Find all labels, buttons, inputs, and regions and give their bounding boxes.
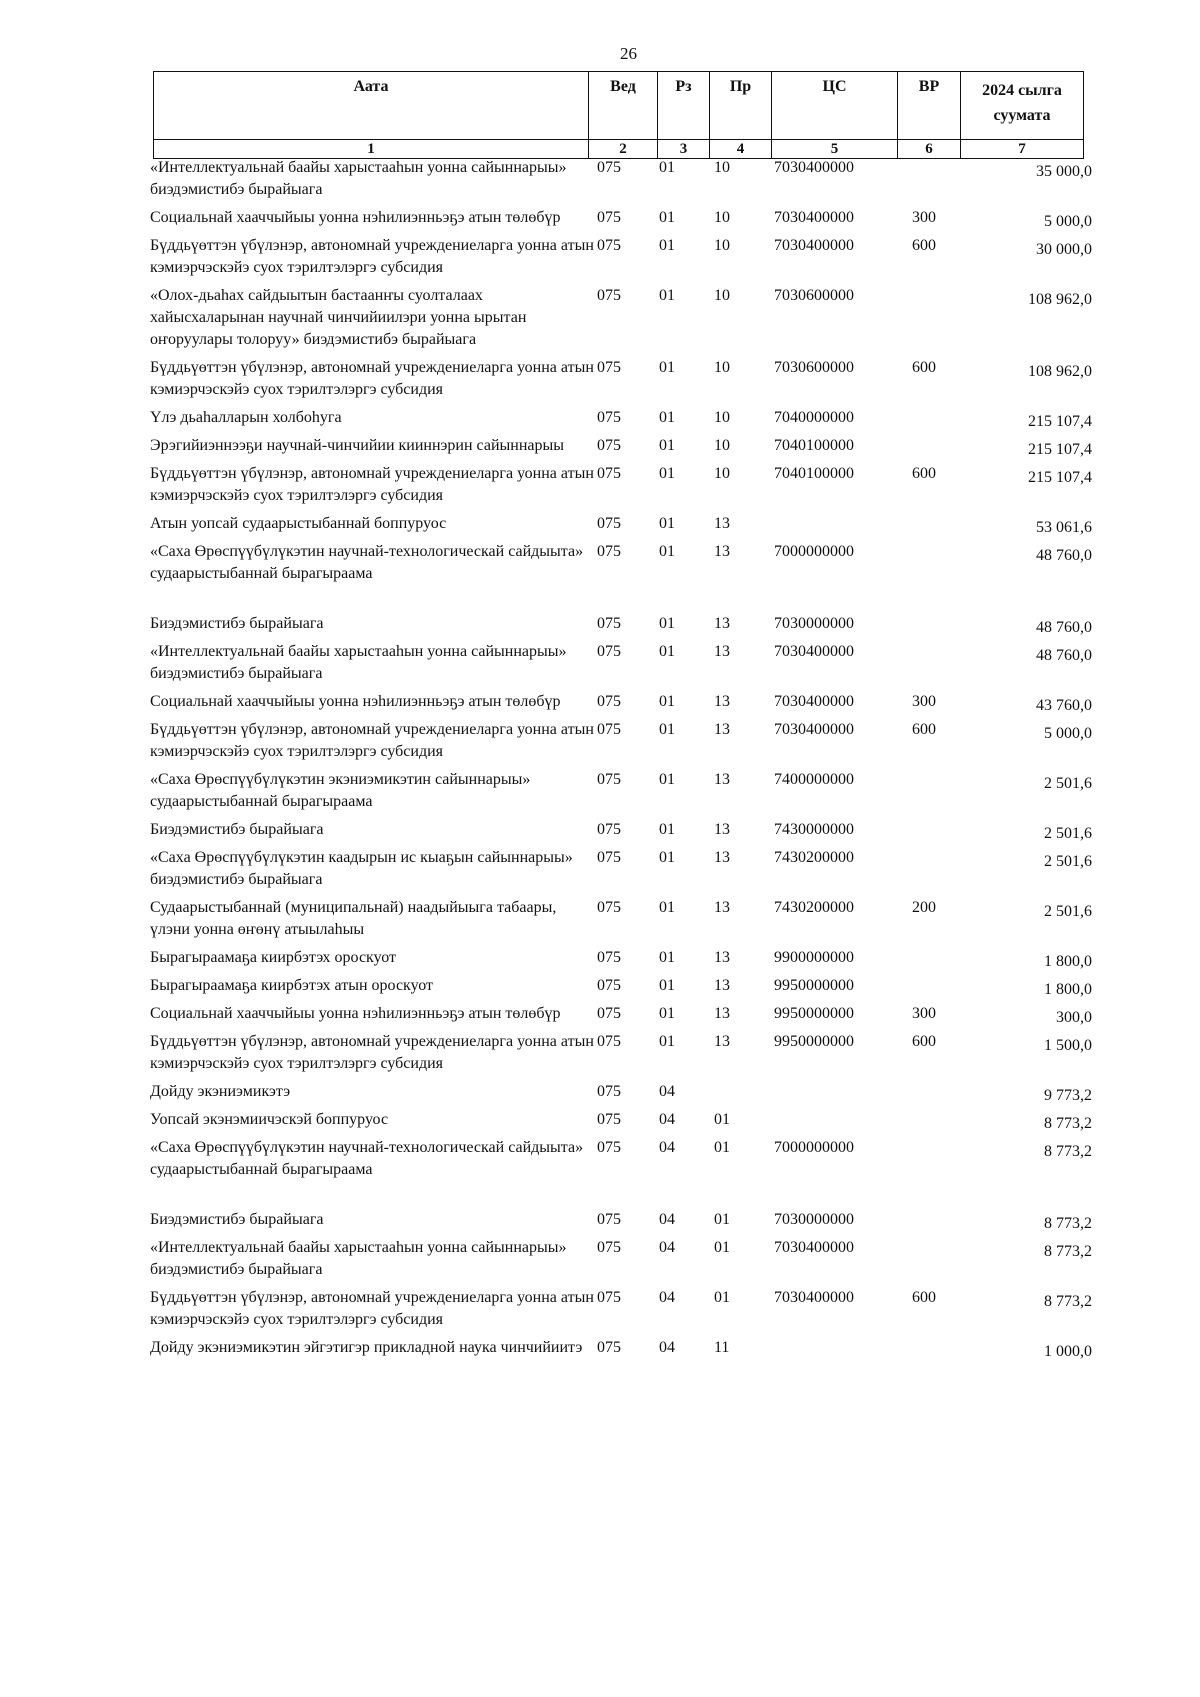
row-amount: 8 773,2 — [1044, 1243, 1092, 1260]
row-ved: 075 — [597, 1033, 621, 1050]
row-name: Атын уопсай судаарыстыбаннай боппуруос — [150, 515, 447, 532]
table-row — [150, 691, 1092, 719]
row-ved: 075 — [597, 1211, 621, 1228]
row-cs: 7030000000 — [774, 615, 854, 632]
row-ved: 075 — [597, 899, 621, 916]
row-cs: 7000000000 — [774, 543, 854, 560]
row-amount: 5 000,0 — [1044, 213, 1092, 230]
row-name: Эрэгийиэннээҕи научнай-чинчийии кииннэрин сайыннарыы — [150, 437, 564, 454]
row-pr: 01 — [714, 1139, 730, 1156]
row-amount: 215 107,4 — [1028, 469, 1092, 486]
table-row — [150, 1031, 1092, 1081]
row-ved: 075 — [597, 949, 621, 966]
row-vr — [912, 513, 980, 541]
row-amount: 8 773,2 — [1044, 1215, 1092, 1232]
row-rz: 01 — [659, 1005, 675, 1022]
row-amount: 108 962,0 — [1028, 291, 1092, 308]
row-amount: 48 760,0 — [1036, 619, 1092, 636]
row-name: Социальнай хааччыйыы уонна нэһилиэнньэҕэ атын төлөбүр — [150, 1005, 561, 1022]
row-name: Социальнай хааччыйыы уонна нэһилиэнньэҕэ атын төлөбүр — [150, 209, 561, 226]
table-header — [153, 71, 1084, 159]
row-vr — [912, 541, 980, 613]
row-amount: 2 501,6 — [1044, 903, 1092, 920]
row-pr: 13 — [714, 949, 730, 966]
row-pr: 01 — [714, 1211, 730, 1228]
header-number: 4 — [710, 140, 772, 159]
header-pr: Пр — [710, 72, 772, 140]
row-rz: 01 — [659, 209, 675, 226]
table-row — [150, 541, 1092, 613]
header-ved: Вед — [589, 72, 658, 140]
row-amount: 1 800,0 — [1044, 953, 1092, 970]
row-rz: 04 — [659, 1111, 675, 1128]
row-cs: 7030600000 — [774, 287, 854, 304]
row-vr — [912, 435, 980, 463]
row-pr: 13 — [714, 615, 730, 632]
row-cs: 7030400000 — [774, 1289, 854, 1306]
table-row — [150, 819, 1092, 847]
row-cs: 7040100000 — [774, 465, 854, 482]
row-cs: 7040000000 — [774, 409, 854, 426]
row-rz: 01 — [659, 771, 675, 788]
row-rz: 01 — [659, 899, 675, 916]
row-vr: 600 — [912, 465, 936, 482]
header-number: 2 — [589, 140, 658, 159]
table-row — [150, 1109, 1092, 1137]
table-row — [150, 1209, 1092, 1237]
row-amount: 2 501,6 — [1044, 775, 1092, 792]
row-cs: 7030400000 — [774, 237, 854, 254]
row-name: Судаарыстыбаннай (муниципальнай) наадыйыыга табаары, үлэни уонна өҥөнү атыылаһыы — [150, 899, 557, 938]
header-cs: ЦС — [772, 72, 898, 140]
table-row — [150, 1287, 1092, 1337]
header-rz: Рз — [658, 72, 710, 140]
table-row — [150, 975, 1092, 1003]
row-rz: 01 — [659, 465, 675, 482]
header-number: 5 — [772, 140, 898, 159]
table-row — [150, 1137, 1092, 1209]
row-pr: 01 — [714, 1239, 730, 1256]
row-amount: 30 000,0 — [1036, 241, 1092, 258]
row-amount: 48 760,0 — [1036, 547, 1092, 564]
row-pr: 13 — [714, 693, 730, 710]
row-vr — [912, 1237, 980, 1287]
row-cs — [774, 513, 912, 541]
row-rz: 01 — [659, 693, 675, 710]
row-pr: 11 — [714, 1339, 730, 1356]
row-name: Биэдэмистибэ бырайыага — [150, 821, 324, 838]
row-ved: 075 — [597, 543, 621, 560]
row-ved: 075 — [597, 821, 621, 838]
row-vr — [912, 1081, 980, 1109]
row-pr: 13 — [714, 1033, 730, 1050]
row-name: «Интеллектуальнай баайы харыстааһын уонна сайыннарыы» биэдэмистибэ бырайыага — [150, 159, 567, 198]
row-name: Бүддьүөттэн үбүлэнэр, автономнай учреждениеларга уонна атын кэмиэрчэскэйэ суох тэрилтэлэргэ субсидия — [150, 465, 594, 504]
row-rz: 01 — [659, 615, 675, 632]
row-pr: 10 — [714, 437, 730, 454]
row-pr: 10 — [714, 209, 730, 226]
table-row — [150, 357, 1092, 407]
row-vr: 600 — [912, 237, 936, 254]
table-row — [150, 207, 1092, 235]
row-pr: 10 — [714, 237, 730, 254]
row-name: Дойду экэниэмикэтин эйгэтигэр прикладной наука чинчийиитэ — [150, 1339, 583, 1356]
row-name: «Интеллектуальнай баайы харыстааһын уонна сайыннарыы» биэдэмистибэ бырайыага — [150, 643, 567, 682]
row-cs: 7430000000 — [774, 821, 854, 838]
row-amount: 2 501,6 — [1044, 825, 1092, 842]
table-row — [150, 1237, 1092, 1287]
header-number: 1 — [154, 140, 589, 159]
row-rz: 01 — [659, 543, 675, 560]
row-name: «Саха Өрөспүүбүлүкэтин каадырын ис кыаҕын сайыннарыы» биэдэмистибэ бырайыага — [150, 849, 573, 888]
row-pr: 13 — [714, 643, 730, 660]
row-vr — [912, 1137, 980, 1209]
table-row — [150, 1003, 1092, 1031]
row-pr: 13 — [714, 771, 730, 788]
row-amount: 215 107,4 — [1028, 441, 1092, 458]
budget-table-body — [150, 157, 1092, 1365]
row-ved: 075 — [597, 1239, 621, 1256]
row-vr: 600 — [912, 721, 936, 738]
header-number: 6 — [898, 140, 961, 159]
row-ved: 075 — [597, 1005, 621, 1022]
row-rz: 01 — [659, 515, 675, 532]
row-ved: 075 — [597, 977, 621, 994]
row-ved: 075 — [597, 515, 621, 532]
row-vr — [912, 975, 980, 1003]
row-cs — [774, 1337, 912, 1365]
budget-table — [150, 157, 1092, 1365]
row-cs: 7030400000 — [774, 693, 854, 710]
row-cs: 7040100000 — [774, 437, 854, 454]
row-rz: 01 — [659, 287, 675, 304]
row-ved: 075 — [597, 1083, 621, 1100]
row-vr — [912, 819, 980, 847]
table-row — [150, 897, 1092, 947]
row-rz: 01 — [659, 949, 675, 966]
row-rz: 04 — [659, 1211, 675, 1228]
row-vr — [912, 1109, 980, 1137]
row-cs: 7430200000 — [774, 899, 854, 916]
row-ved: 075 — [597, 849, 621, 866]
row-rz: 01 — [659, 1033, 675, 1050]
row-vr: 300 — [912, 1005, 936, 1022]
row-ved: 075 — [597, 437, 621, 454]
row-amount: 8 773,2 — [1044, 1143, 1092, 1160]
row-cs: 7430200000 — [774, 849, 854, 866]
row-vr — [912, 641, 980, 691]
row-pr: 01 — [714, 1289, 730, 1306]
row-name: Бырагыраамаҕа киирбэтэх ороскуот — [150, 949, 396, 966]
row-pr — [714, 1081, 774, 1109]
table-row — [150, 947, 1092, 975]
row-rz: 01 — [659, 359, 675, 376]
table-row — [150, 513, 1092, 541]
table-row — [150, 407, 1092, 435]
row-ved: 075 — [597, 159, 621, 176]
row-cs: 9950000000 — [774, 977, 854, 994]
row-cs: 9950000000 — [774, 1005, 854, 1022]
table-row — [150, 1081, 1092, 1109]
row-cs: 7030400000 — [774, 1239, 854, 1256]
table-row — [150, 463, 1092, 513]
row-name: «Саха Өрөспүүбүлүкэтин экэниэмикэтин сайыннарыы» судаарыстыбаннай бырагыраама — [150, 771, 531, 810]
table-row — [150, 235, 1092, 285]
table-row — [150, 847, 1092, 897]
row-pr: 10 — [714, 465, 730, 482]
header-number: 3 — [658, 140, 710, 159]
row-name: «Олох-дьаһах сайдыытын бастаанҥы суолталаах хайысхаларынан научнай чинчийиилэри уонна ырытан оҥоруулары толоруу» биэдэмистибэ бырайыага — [150, 287, 527, 348]
row-cs: 7000000000 — [774, 1139, 854, 1156]
row-amount: 1 800,0 — [1044, 981, 1092, 998]
page-number: 26 — [620, 44, 637, 63]
row-cs: 7030400000 — [774, 643, 854, 660]
header-number: 7 — [961, 140, 1084, 159]
row-cs: 7400000000 — [774, 771, 854, 788]
row-rz: 01 — [659, 977, 675, 994]
row-ved: 075 — [597, 359, 621, 376]
row-ved: 075 — [597, 771, 621, 788]
row-name: Бүддьүөттэн үбүлэнэр, автономнай учреждениеларга уонна атын кэмиэрчэскэйэ суох тэрилтэлэргэ субсидия — [150, 721, 594, 760]
row-pr: 13 — [714, 721, 730, 738]
table-row — [150, 285, 1092, 357]
row-pr: 13 — [714, 977, 730, 994]
table-row — [150, 157, 1092, 207]
row-rz: 04 — [659, 1339, 675, 1356]
row-cs: 7030600000 — [774, 359, 854, 376]
row-rz: 01 — [659, 721, 675, 738]
row-cs: 7030400000 — [774, 721, 854, 738]
row-amount: 1 000,0 — [1044, 1343, 1092, 1360]
header-name: Аата — [154, 72, 589, 140]
table-row — [150, 641, 1092, 691]
row-vr — [912, 1209, 980, 1237]
row-ved: 075 — [597, 465, 621, 482]
row-vr — [912, 1337, 980, 1365]
row-rz: 01 — [659, 821, 675, 838]
row-rz: 04 — [659, 1083, 675, 1100]
row-name: Бүддьүөттэн үбүлэнэр, автономнай учреждениеларга уонна атын кэмиэрчэскэйэ суох тэрилтэлэргэ субсидия — [150, 1033, 594, 1072]
row-ved: 075 — [597, 1111, 621, 1128]
row-amount: 2 501,6 — [1044, 853, 1092, 870]
row-amount: 53 061,6 — [1036, 519, 1092, 536]
row-name: Биэдэмистибэ бырайыага — [150, 1211, 324, 1228]
row-vr — [912, 285, 980, 357]
row-amount: 48 760,0 — [1036, 647, 1092, 664]
row-amount: 35 000,0 — [1036, 163, 1092, 180]
row-amount: 1 500,0 — [1044, 1037, 1092, 1054]
row-cs: 9900000000 — [774, 949, 854, 966]
row-amount: 5 000,0 — [1044, 725, 1092, 742]
row-amount: 9 773,2 — [1044, 1087, 1092, 1104]
row-name: Бырагыраамаҕа киирбэтэх атын ороскуот — [150, 977, 433, 994]
row-pr: 13 — [714, 899, 730, 916]
row-vr — [912, 947, 980, 975]
row-pr: 13 — [714, 543, 730, 560]
row-rz: 04 — [659, 1289, 675, 1306]
row-name: Биэдэмистибэ бырайыага — [150, 615, 324, 632]
row-pr: 10 — [714, 159, 730, 176]
row-cs: 7030400000 — [774, 159, 854, 176]
row-vr: 600 — [912, 359, 936, 376]
row-pr: 13 — [714, 1005, 730, 1022]
row-name: «Интеллектуальнай баайы харыстааһын уонна сайыннарыы» биэдэмистибэ бырайыага — [150, 1239, 567, 1278]
row-pr: 13 — [714, 821, 730, 838]
row-vr: 600 — [912, 1289, 936, 1306]
row-pr: 10 — [714, 409, 730, 426]
row-pr: 13 — [714, 849, 730, 866]
row-rz: 01 — [659, 237, 675, 254]
row-name: Социальнай хааччыйыы уонна нэһилиэнньэҕэ атын төлөбүр — [150, 693, 561, 710]
row-ved: 075 — [597, 1289, 621, 1306]
row-name: «Саха Өрөспүүбүлүкэтин научнай-технологическай сайдыыта» судаарыстыбаннай бырагыраама — [150, 1139, 584, 1178]
row-ved: 075 — [597, 643, 621, 660]
row-pr: 10 — [714, 287, 730, 304]
row-name: «Саха Өрөспүүбүлүкэтин научнай-технологическай сайдыыта» судаарыстыбаннай бырагыраама — [150, 543, 584, 582]
row-ved: 075 — [597, 693, 621, 710]
row-vr: 600 — [912, 1033, 936, 1050]
row-rz: 01 — [659, 437, 675, 454]
row-vr — [912, 847, 980, 897]
table-row — [150, 613, 1092, 641]
row-name: Бүддьүөттэн үбүлэнэр, автономнай учреждениеларга уонна атын кэмиэрчэскэйэ суох тэрилтэлэргэ субсидия — [150, 237, 594, 276]
row-amount: 215 107,4 — [1028, 413, 1092, 430]
row-pr: 01 — [714, 1111, 730, 1128]
table-row — [150, 769, 1092, 819]
row-amount: 108 962,0 — [1028, 363, 1092, 380]
row-amount: 8 773,2 — [1044, 1115, 1092, 1132]
row-name: Бүддьүөттэн үбүлэнэр, автономнай учреждениеларга уонна атын кэмиэрчэскэйэ суох тэрилтэлэргэ субсидия — [150, 1289, 594, 1328]
row-amount: 43 760,0 — [1036, 697, 1092, 714]
header-vr: ВР — [898, 72, 961, 140]
row-ved: 075 — [597, 1139, 621, 1156]
table-row — [150, 719, 1092, 769]
row-vr: 300 — [912, 693, 936, 710]
row-name: Уопсай экэнэмиичэскэй боппуруос — [150, 1111, 389, 1128]
row-rz: 01 — [659, 849, 675, 866]
row-ved: 075 — [597, 1339, 621, 1356]
row-cs: 7030000000 — [774, 1211, 854, 1228]
row-vr — [912, 769, 980, 819]
row-cs: 7030400000 — [774, 209, 854, 226]
row-ved: 075 — [597, 721, 621, 738]
row-ved: 075 — [597, 287, 621, 304]
row-vr — [912, 407, 980, 435]
row-name: Үлэ дьаһалларын холбоһуга — [150, 409, 342, 426]
row-vr — [912, 613, 980, 641]
table-row — [150, 1337, 1092, 1365]
row-amount: 8 773,2 — [1044, 1293, 1092, 1310]
row-pr: 10 — [714, 359, 730, 376]
row-name: Дойду экэниэмикэтэ — [150, 1083, 291, 1100]
row-rz: 01 — [659, 409, 675, 426]
row-ved: 075 — [597, 615, 621, 632]
row-ved: 075 — [597, 237, 621, 254]
row-rz: 01 — [659, 159, 675, 176]
header-amount: 2024 сылга суумата — [961, 72, 1084, 140]
row-rz: 01 — [659, 643, 675, 660]
row-vr: 200 — [912, 899, 936, 916]
row-amount: 300,0 — [1056, 1009, 1092, 1026]
row-pr: 13 — [714, 515, 730, 532]
row-cs — [774, 1081, 912, 1109]
row-vr: 300 — [912, 209, 936, 226]
row-vr — [912, 157, 980, 207]
row-name: Бүддьүөттэн үбүлэнэр, автономнай учреждениеларга уонна атын кэмиэрчэскэйэ суох тэрилтэлэргэ субсидия — [150, 359, 594, 398]
row-rz: 04 — [659, 1239, 675, 1256]
row-rz: 04 — [659, 1139, 675, 1156]
row-ved: 075 — [597, 209, 621, 226]
row-cs: 9950000000 — [774, 1033, 854, 1050]
row-cs — [774, 1109, 912, 1137]
row-ved: 075 — [597, 409, 621, 426]
table-row — [150, 435, 1092, 463]
